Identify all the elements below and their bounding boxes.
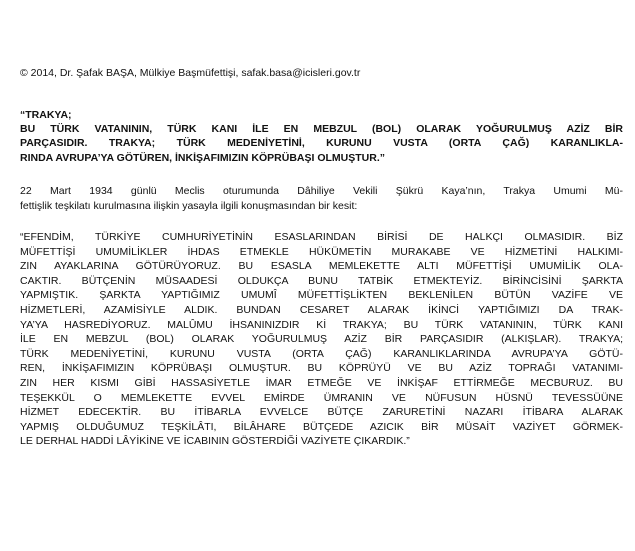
intro-paragraph	[20, 184, 623, 213]
copyright-notice	[20, 66, 623, 80]
quote-heading-line: PARÇASIDIR. TRAKYA; TÜRK MEDENİYETİNİ, KURUNU VUSTA (ORTA ÇAĞ) KARANLIKLA-	[20, 137, 623, 150]
speech-line: TÜRK MEDENİYETİNİ, KURUNU VUSTA (ORTA ÇAĞ) KARANLIKLARINDA AVRUPA’YA GÖTÜ-	[20, 347, 623, 360]
speech-line: MÜFETTİŞİ UMUMİLİKLER İHDAS ETMEKLE HÜKÜMETİN MURAKABE VE HİZMETİNİ HALKIMI-	[20, 245, 623, 258]
speech-line: REN, İNKİŞAFIMIZIN KÖPRÜBAŞI OLMUŞTUR. BU KÖPRÜYÜ VE BU AZİZ TOPRAĞI VATANIMI-	[20, 362, 623, 375]
intro-line: 22 Mart 1934 günlü Meclis oturumunda Dâhiliye Vekili Şükrü Kaya’nın, Trakya Umumi Mü-	[20, 185, 623, 197]
copyright-text: © 2014, Dr. Şafak BAŞA, Mülkiye Başmüfettişi, safak.basa@icisleri.gov.tr	[20, 67, 361, 79]
speech-line: YA’YA HASREDİYORUZ. MALÛMU İHSANINIZDIR Kİ TRAKYA; BU TÜRK VATANININ, TÜRK KANI	[20, 318, 623, 331]
speech-line: ZIN HER KISMI GİBİ HASSASİYETLE İMAR ETMEĞE VE İNKİŞAF ETTİRMEĞE MECBURUZ. BU	[20, 376, 623, 389]
speech-line: “EFENDİM, TÜRKİYE CUMHURİYETİNİN ESASLARINDAN BİRİSİ DE HALKÇI OLMASIDIR. BİZ	[20, 231, 623, 243]
speech-line: HİZMETLERİ, AZAMİSİYLE ALDIK. BUNDAN CESARET ALARAK İKİNCİ YAPTIĞIMIZI DA TRAK-	[20, 303, 623, 316]
speech-line: CAKTIR. BÜTÇENİN MÜSAADESİ OLDUKÇA BUNU TATBİK ETMEKTEYİZ. BİRİNCİSİNİ ŞARKTA	[20, 274, 623, 287]
speech-line: TEŞEKKÜL O MEMLEKETTE EVVEL EMİRDE ÜMRANIN VE NÜFUSUN HÜSNÜ TEVESSÜÜNE	[20, 391, 623, 404]
speech-line: YAPMIŞ OLDUĞUMUZ TEŞKİLÂTI, BİLÂHARE BÜTÇEDE AZICIK BİR MÜSAİT VAZİYET GÖRMEK-	[20, 420, 623, 433]
quote-heading-line: BU TÜRK VATANININ, TÜRK KANI İLE EN MEBZUL (BOL) OLARAK YOĞURULMUŞ AZİZ BİR	[20, 123, 623, 136]
speech-line: YAPMIŞTIK. ŞARKTA YAPTIĞIMIZ UMUMÎ MÜFETTİŞLİKTEN BEKLENİLEN BÜTÜN VAZİFE VE	[20, 289, 623, 302]
speech-line: ZIN AYAKLARINA GÖTÜRÜYORUZ. BU ESASLA MEMLEKETTE ALTI MÜFETTİŞİ UMUMİLİK OLA-	[20, 260, 623, 273]
speech-line: HİZMET EDECEKTİR. BU İTİBARLA EVVELCE BÜTÇE ZARURETİNİ NAZARI İTİBARA ALARAK	[20, 406, 623, 419]
speech-line: İLE EN MEBZUL (BOL) OLARAK YOĞURULMUŞ AZİZ BİR PARÇASIDIR (ALKIŞLAR). TRAKYA;	[20, 333, 623, 346]
speech-excerpt	[20, 230, 623, 449]
intro-line: fettişlik teşkilatı kurulmasına ilişkin yasayla ilgili konuşmasından bir kesit:	[20, 199, 358, 212]
speech-line: LE DERHAL HADDİ LÂYİKİNE VE İCABININ GÖSTERDİĞİ VAZİYETE ÇIKARDIK.”	[20, 435, 410, 448]
quote-heading	[20, 108, 623, 165]
quote-heading-line: RINDA AVRUPA’YA GÖTÜREN, İNKİŞAFIMIZIN KÖPRÜBAŞI OLMUŞTUR.”	[20, 151, 385, 164]
quote-heading-line: “TRAKYA;	[20, 109, 72, 121]
